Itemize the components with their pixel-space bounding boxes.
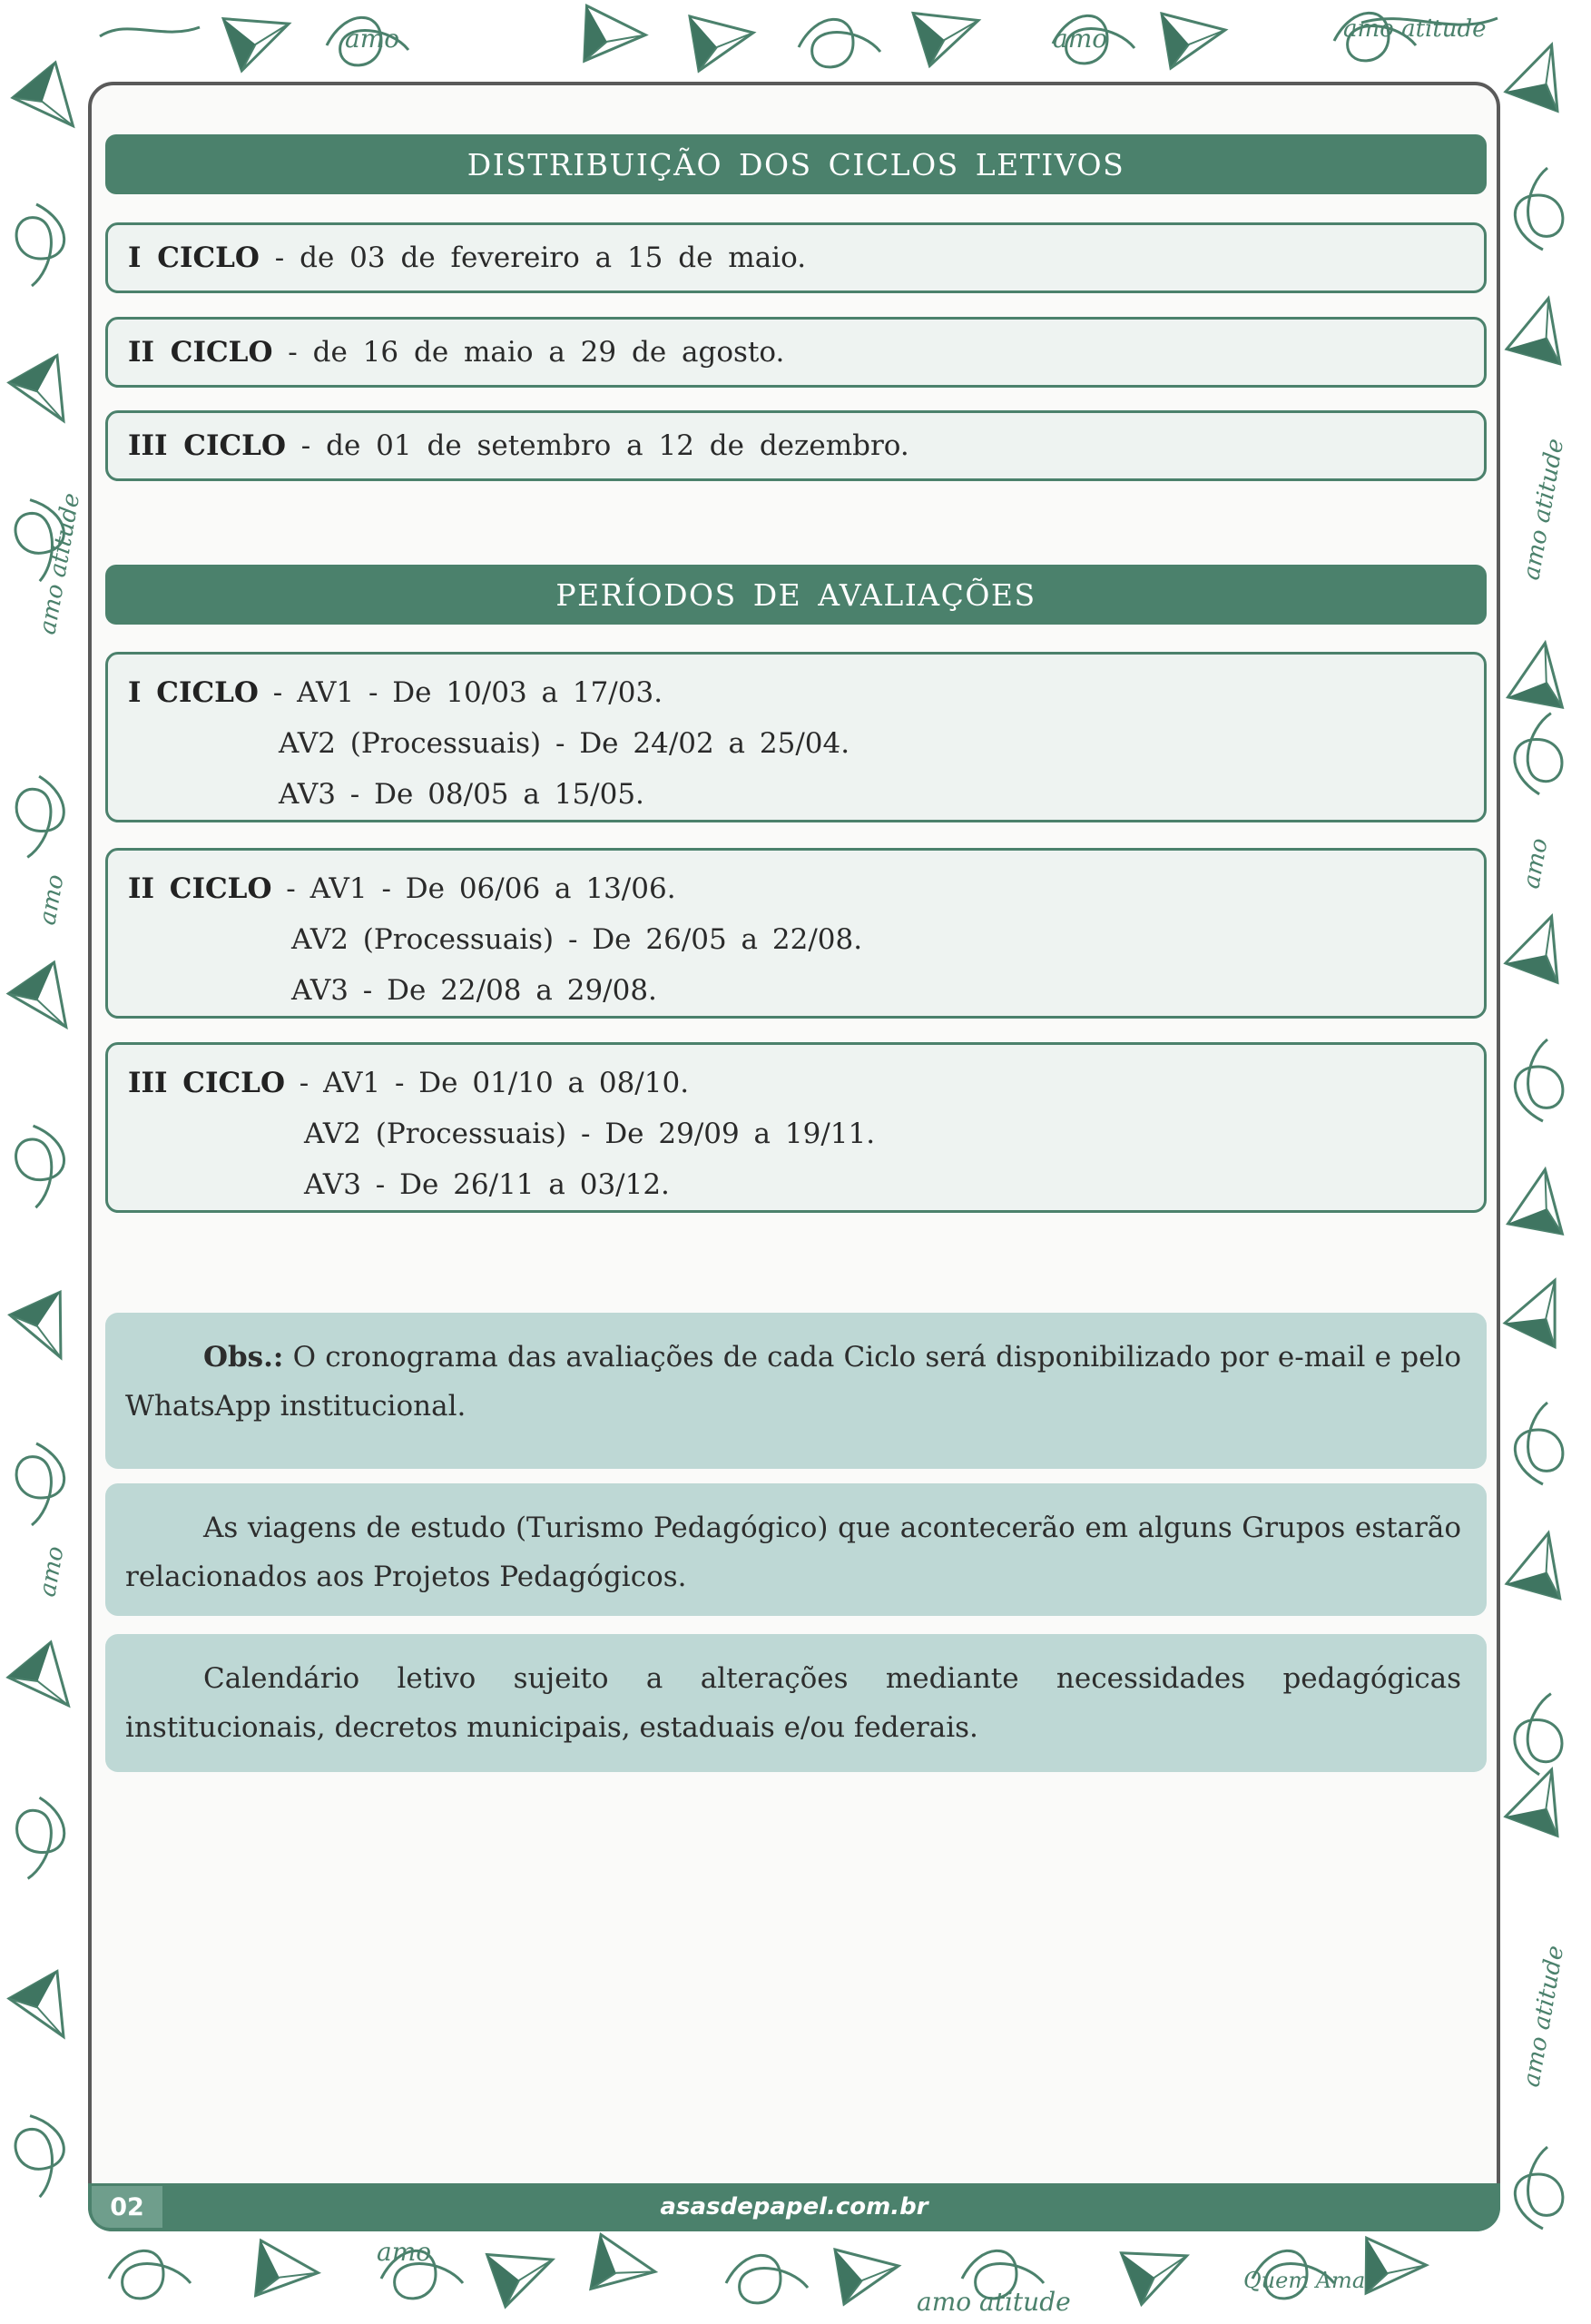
observation-note [105, 1313, 1487, 1469]
evaluation-line [128, 914, 1484, 965]
cycle-dates: - de 16 de maio a 29 de agosto. [272, 336, 785, 369]
script-word: amo [1517, 836, 1554, 891]
evaluation-cycle-box [105, 1042, 1487, 1213]
study-trips-text: As viagens de estudo (Turismo Pedagógico) que acontecerão em alguns Grupos estarão relacionados aos Projetos Pedagógicos. [125, 1512, 1461, 1593]
left-border-doodles [4, 63, 87, 2200]
study-trips-note [105, 1483, 1487, 1616]
cycle-label: I CICLO [128, 241, 260, 274]
cycle-distribution-row [105, 317, 1487, 388]
top-border-doodles [100, 5, 1498, 73]
evaluation-line [128, 718, 1484, 769]
script-word: amo [34, 872, 70, 928]
evaluation-av1: - AV1 - De 10/03 a 17/03. [258, 676, 663, 709]
evaluation-av1: - AV1 - De 01/10 a 08/10. [284, 1067, 690, 1099]
cycle-label: II CICLO [128, 872, 272, 905]
evaluation-line [128, 863, 1484, 914]
observation-text: O cronograma das avaliações de cada Ciclo será disponibilizado por e-mail e pelo WhatsApp institucional. [125, 1341, 1461, 1423]
script-word: amo atitude [1517, 1943, 1570, 2090]
right-border-doodles [1505, 36, 1586, 2229]
evaluation-cycle-box [105, 652, 1487, 822]
cycle-distribution-row [105, 222, 1487, 293]
page-number: 02 [92, 2186, 162, 2228]
script-word: amo atitude [34, 490, 86, 637]
evaluation-av3: AV3 - De 26/11 a 03/12. [304, 1168, 670, 1201]
script-word: amo atitude [1517, 436, 1570, 583]
script-word: amo [345, 24, 400, 54]
cycle-label: II CICLO [128, 336, 273, 369]
site-url[interactable]: asasdepapel.com.br [660, 2193, 928, 2221]
distribution-title [105, 134, 1487, 194]
evaluation-av2: AV2 (Processuais) - De 26/05 a 22/08. [291, 923, 863, 956]
evaluation-av3: AV3 - De 22/08 a 29/08. [291, 974, 657, 1007]
distribution-title-text: DISTRIBUIÇÃO DOS CICLOS LETIVOS [466, 146, 1125, 182]
script-word: amo [34, 1544, 70, 1600]
script-word: amo atitude [917, 2287, 1071, 2317]
evaluation-line [128, 1159, 1484, 1210]
script-word: amo atitude [1343, 15, 1487, 43]
evaluation-av2: AV2 (Processuais) - De 24/02 a 25/04. [279, 727, 850, 760]
evaluation-av3: AV3 - De 08/05 a 15/05. [279, 778, 644, 811]
calendar-text: Calendário letivo sujeito a alterações mediante necessidades pedagógicas institucionais, decretos municipais, estaduais e/ou federais. [125, 1662, 1461, 1744]
evaluation-line [128, 1058, 1484, 1108]
script-word: amo [1053, 24, 1108, 54]
evaluation-av1: - AV1 - De 06/06 a 13/06. [271, 872, 676, 905]
evaluation-line [128, 667, 1484, 718]
cycle-distribution-row [105, 410, 1487, 481]
evaluations-title-text: PERÍODOS DE AVALIAÇÕES [555, 576, 1036, 613]
evaluation-av2: AV2 (Processuais) - De 29/09 a 19/11. [304, 1118, 876, 1150]
cycle-label: III CICLO [128, 1067, 285, 1099]
bottom-border-doodles [109, 2235, 1429, 2317]
script-word: amo [377, 2237, 432, 2267]
script-word: Quem Ama [1243, 2268, 1366, 2293]
cycle-label: I CICLO [128, 676, 259, 709]
evaluation-cycle-box [105, 848, 1487, 1019]
evaluation-line [128, 1108, 1484, 1159]
evaluations-title [105, 565, 1487, 625]
calendar-note [105, 1634, 1487, 1772]
cycle-dates: - de 03 de fevereiro a 15 de maio. [259, 241, 807, 274]
evaluation-line [128, 965, 1484, 1016]
observation-label: Obs.: [203, 1341, 284, 1374]
cycle-dates: - de 01 de setembro a 12 de dezembro. [285, 429, 909, 462]
evaluation-line [128, 769, 1484, 820]
cycle-label: III CICLO [128, 429, 286, 462]
